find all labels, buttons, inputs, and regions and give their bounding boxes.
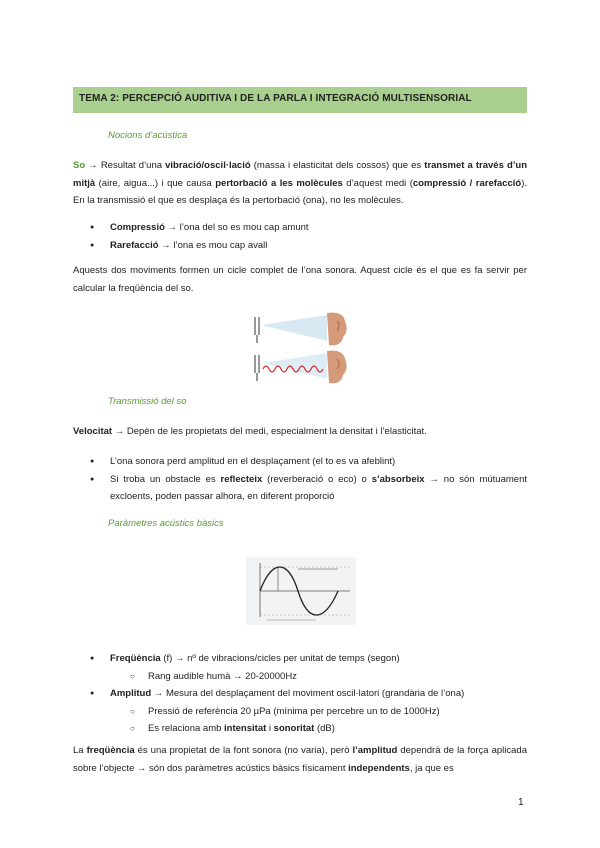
term-reflecteix: reflecteix <box>220 473 263 485</box>
sub-list <box>110 703 527 738</box>
term-frequencia: Freqüència <box>110 653 161 664</box>
text: Si troba un obstacle es <box>110 473 221 485</box>
term-vibracio: vibració/oscil·lació <box>165 160 251 171</box>
text: → no són mútuament excloents, poden passar alhora, en diferent proporció <box>110 473 527 502</box>
list-item <box>90 219 527 237</box>
paragraph-final <box>73 742 527 777</box>
sub-list-item: ○ Pressió de referència 20 µPa (mínima per percebre un to de 1000Hz) <box>110 703 527 721</box>
term-compressio: compressió / rarefacció <box>412 177 522 189</box>
text: (massa i elasticitat dels cossos) que es <box>250 160 425 171</box>
bullet-list-parametres <box>90 650 527 738</box>
heading-transmissio: Transmissió del so <box>108 396 187 407</box>
text: i <box>266 723 274 734</box>
list-item <box>90 685 527 738</box>
text: d’aquest medi ( <box>342 177 413 189</box>
term-intensitat: intensitat <box>224 723 267 734</box>
text: (reverberació o eco) o <box>262 473 372 485</box>
sine-wave-figure <box>246 557 356 625</box>
text: ). En la transmissió el que es desplaça és la pertorbació (ona), no les molècules. <box>73 177 528 206</box>
page-number: 1 <box>518 797 524 808</box>
text: (aire, aigua...) i que causa <box>95 177 216 189</box>
bullet-list-compression <box>90 219 527 254</box>
text: → Resultat d’una <box>85 160 166 171</box>
text: , ja que es <box>409 762 454 774</box>
section-title-bar <box>73 87 527 113</box>
paragraph-so <box>73 157 527 210</box>
list-item <box>90 471 527 506</box>
text: dependrà de la força aplicada sobre l’objecte → són dos paràmetres acústics bàsics físicament <box>73 745 527 774</box>
term-velocitat: Velocitat <box>73 426 113 437</box>
term-pertorbacio: pertorbació a les molècules <box>215 177 343 189</box>
text: → l’ona es mou cap avall <box>158 239 268 251</box>
bullet-list-transmissio <box>90 453 527 506</box>
text: (dB) <box>314 723 335 734</box>
text: (f) → nº de vibracions/cicles per unitat de temps (segon) <box>160 653 400 664</box>
heading-parametres: Paràmetres acústics bàsics <box>108 518 224 529</box>
list-item <box>90 650 527 685</box>
term: Rarefacció <box>110 239 159 251</box>
sub-list-item: ○ Rang audible humà → 20-20000Hz <box>110 668 527 686</box>
term-absorbeix: s’absorbeix <box>371 473 425 485</box>
heading-nocions: Nocions d’acústica <box>108 130 188 141</box>
term: l’amplitud <box>352 745 398 756</box>
term: independents <box>348 762 410 774</box>
text: → l’ona del so es mou cap amunt <box>164 222 309 233</box>
term-sonoritat: sonoritat <box>273 723 315 734</box>
text: → Depèn de les propietats del medi, especialment la densitat i l’elasticitat. <box>112 426 427 437</box>
text: L’ona sonora perd amplitud en el desplaçament (el to es va afeblint) <box>110 456 396 467</box>
term-transmet: transmet a través d’un mitjà <box>73 160 528 189</box>
paragraph-cycle: Aquests dos moviments formen un cicle complet de l’ona sonora. Aquest cicle és el que es fa servir per calcular la freqüència del so. <box>73 265 527 294</box>
term: freqüència <box>86 745 135 756</box>
text: → Mesura del desplaçament del moviment oscil·latori (grandària de l’ona) <box>151 688 465 699</box>
text: Es relaciona amb <box>148 723 225 734</box>
paragraph-velocitat <box>73 423 527 441</box>
term: Compressió <box>110 222 165 233</box>
document-title: TEMA 2: PERCEPCIÓ AUDITIVA I DE LA PARLA I INTEGRACIÓ MULTISENSORIAL <box>79 93 472 104</box>
list-item <box>90 237 527 255</box>
term-so: So <box>73 160 86 171</box>
sub-list <box>110 668 527 686</box>
sub-list-item <box>110 720 527 738</box>
tuning-fork-illustration <box>245 307 357 387</box>
text: és una propietat de la font sonora (no varia), però <box>134 745 353 756</box>
text: La <box>73 745 87 756</box>
term-amplitud: Amplitud <box>110 688 152 699</box>
list-item <box>90 453 527 471</box>
